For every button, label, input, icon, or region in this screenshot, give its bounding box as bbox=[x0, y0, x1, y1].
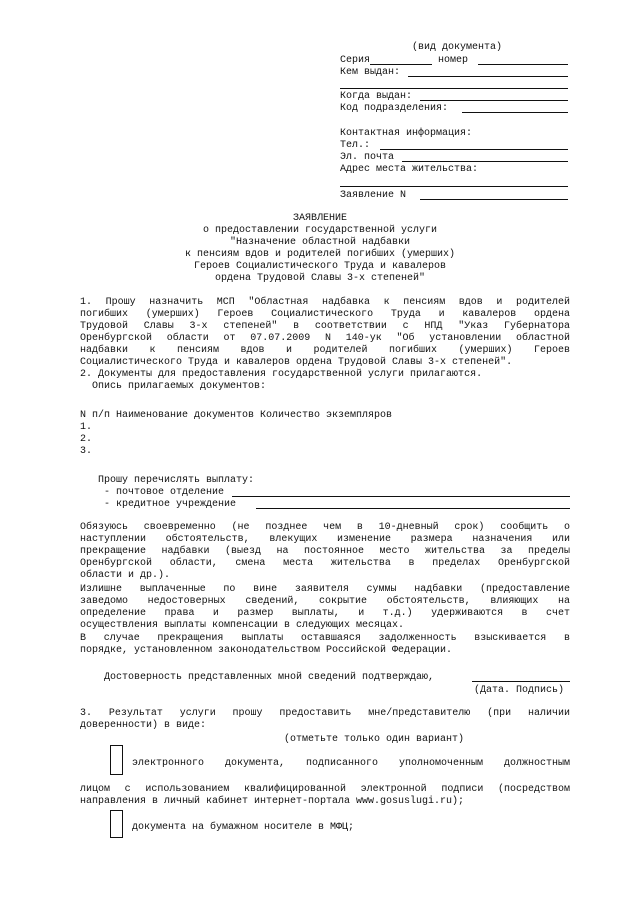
option-electronic-line: лицом с использованием квалифицированной электронной подписи (посредством bbox=[80, 784, 570, 795]
email-field[interactable] bbox=[402, 161, 568, 162]
payment-label: Прошу перечислять выплату: bbox=[98, 475, 255, 486]
obligation-line: Обязуюсь своевременно (не позднее чем в 10-дневный срок) сообщить о bbox=[80, 522, 570, 533]
application-no-label: Заявление N bbox=[340, 190, 407, 201]
option-electronic-line: направления в личный кабинет интернет-портала www.gosuslugi.ru); bbox=[80, 796, 465, 807]
table-row: 2. bbox=[80, 434, 93, 445]
paragraph-1-line: погибших (умерших) Героев Социалистического Труда и кавалеров ордена bbox=[80, 309, 570, 320]
obligation-line: наступлении обстоятельств, влекущих изменение размера назначения или bbox=[80, 534, 570, 545]
table-row: 3. bbox=[80, 446, 93, 457]
obligation-line: Оренбургской области, смена места жительства в пределах Оренбургской bbox=[80, 558, 570, 569]
credit-institution-label: - кредитное учреждение bbox=[104, 499, 237, 510]
paragraph-3-line: доверенности) в виде: bbox=[80, 720, 207, 731]
overpayment-line: заведомо недостоверных сведений, сокрытие обстоятельств, влияющих на bbox=[80, 596, 570, 607]
paragraph-1-line: надбавки к пенсиям вдов и родителей погибших (умерших) Героев bbox=[80, 345, 570, 356]
mark-one-hint: (отметьте только один вариант) bbox=[284, 734, 465, 745]
title-line: к пенсиям вдов и родителей погибших (умерших) bbox=[184, 249, 456, 260]
contact-info-label: Контактная информация: bbox=[340, 128, 473, 139]
title-heading: ЗАЯВЛЕНИЕ bbox=[292, 213, 347, 224]
title-line: Героев Социалистического Труда и кавалеров bbox=[193, 261, 447, 272]
credit-institution-field[interactable] bbox=[256, 508, 570, 509]
overpayment-line: осуществления выплаты компенсации в следующих месяцах. bbox=[80, 620, 405, 631]
paragraph-1-line: Оренбургской области от 07.07.2009 N 140-ук "Об установлении областной bbox=[80, 333, 570, 344]
division-code-field[interactable] bbox=[462, 112, 568, 113]
email-label: Эл. почта bbox=[340, 152, 395, 163]
termination-line: порядке, установленном законодательством Российской Федерации. bbox=[80, 645, 453, 656]
title-line: ордена Трудовой Славы 3-х степеней" bbox=[214, 273, 426, 284]
series-field[interactable] bbox=[370, 64, 432, 65]
option-paper-checkbox[interactable] bbox=[110, 810, 123, 838]
issue-date-label: Когда выдан: bbox=[340, 91, 413, 102]
paragraph-2: 2. Документы для предоставления государственной услуги прилагаются. bbox=[80, 369, 483, 380]
number-field[interactable] bbox=[478, 64, 568, 65]
overpayment-line: определение права и размер выплаты, и т.д.) удерживаются в счет bbox=[80, 608, 570, 619]
paragraph-1-line: Социалистического Труда и кавалеров ордена Трудовой Славы 3-х степеней". bbox=[80, 357, 513, 368]
signature-field[interactable] bbox=[472, 681, 570, 682]
date-signature-label: (Дата. Подпись) bbox=[474, 685, 565, 696]
series-label: Серия bbox=[340, 55, 371, 66]
title-line: "Назначение областной надбавки bbox=[229, 237, 411, 248]
title-line: о предоставлении государственной услуги bbox=[202, 225, 438, 236]
number-label: номер bbox=[438, 55, 469, 66]
certify-text: Достоверность представленных мной сведений подтверждаю, bbox=[104, 672, 435, 683]
phone-field[interactable] bbox=[380, 149, 568, 150]
option-electronic-checkbox[interactable] bbox=[110, 745, 123, 775]
address-field[interactable] bbox=[340, 186, 568, 187]
paragraph-3-line: 3. Результат услуги прошу предоставить мне/представителю (при наличии bbox=[80, 708, 570, 719]
postal-office-label: - почтовое отделение bbox=[104, 487, 225, 498]
table-header: N п/п Наименование документов Количество экземпляров bbox=[80, 410, 393, 421]
doc-type-label: (вид документа) bbox=[412, 42, 503, 53]
postal-office-field[interactable] bbox=[232, 496, 570, 497]
issue-date-field[interactable] bbox=[420, 100, 568, 101]
phone-label: Тел.: bbox=[340, 140, 371, 151]
issued-by-field[interactable] bbox=[408, 76, 568, 77]
application-no-field[interactable] bbox=[420, 199, 568, 200]
inventory-label: Опись прилагаемых документов: bbox=[92, 381, 267, 392]
paragraph-1-line: 1. Прошу назначить МСП "Областная надбавка к пенсиям вдов и родителей bbox=[80, 297, 570, 308]
overpayment-line: Излишне выплаченные по вине заявителя суммы надбавки (предоставление bbox=[80, 584, 570, 595]
division-code-label: Код подразделения: bbox=[340, 103, 449, 114]
termination-line: В случае прекращения выплаты оставшаяся задолженность взыскивается в bbox=[80, 633, 570, 644]
obligation-line: прекращение надбавки (выезд на постоянное место жительства за пределы bbox=[80, 546, 570, 557]
paragraph-1-line: Трудовой Славы 3-х степеней" в соответствии с НПД "Указ Губернатора bbox=[80, 321, 570, 332]
address-label: Адрес места жительства: bbox=[340, 164, 479, 175]
issued-by-label: Кем выдан: bbox=[340, 67, 401, 78]
option-paper-label: документа на бумажном носителе в МФЦ; bbox=[132, 822, 355, 833]
obligation-line: области и др.). bbox=[80, 570, 171, 581]
table-row: 1. bbox=[80, 422, 93, 433]
option-electronic-label: электронного документа, подписанного уполномоченным должностным bbox=[132, 758, 570, 769]
issued-by-field-2[interactable] bbox=[340, 88, 568, 89]
